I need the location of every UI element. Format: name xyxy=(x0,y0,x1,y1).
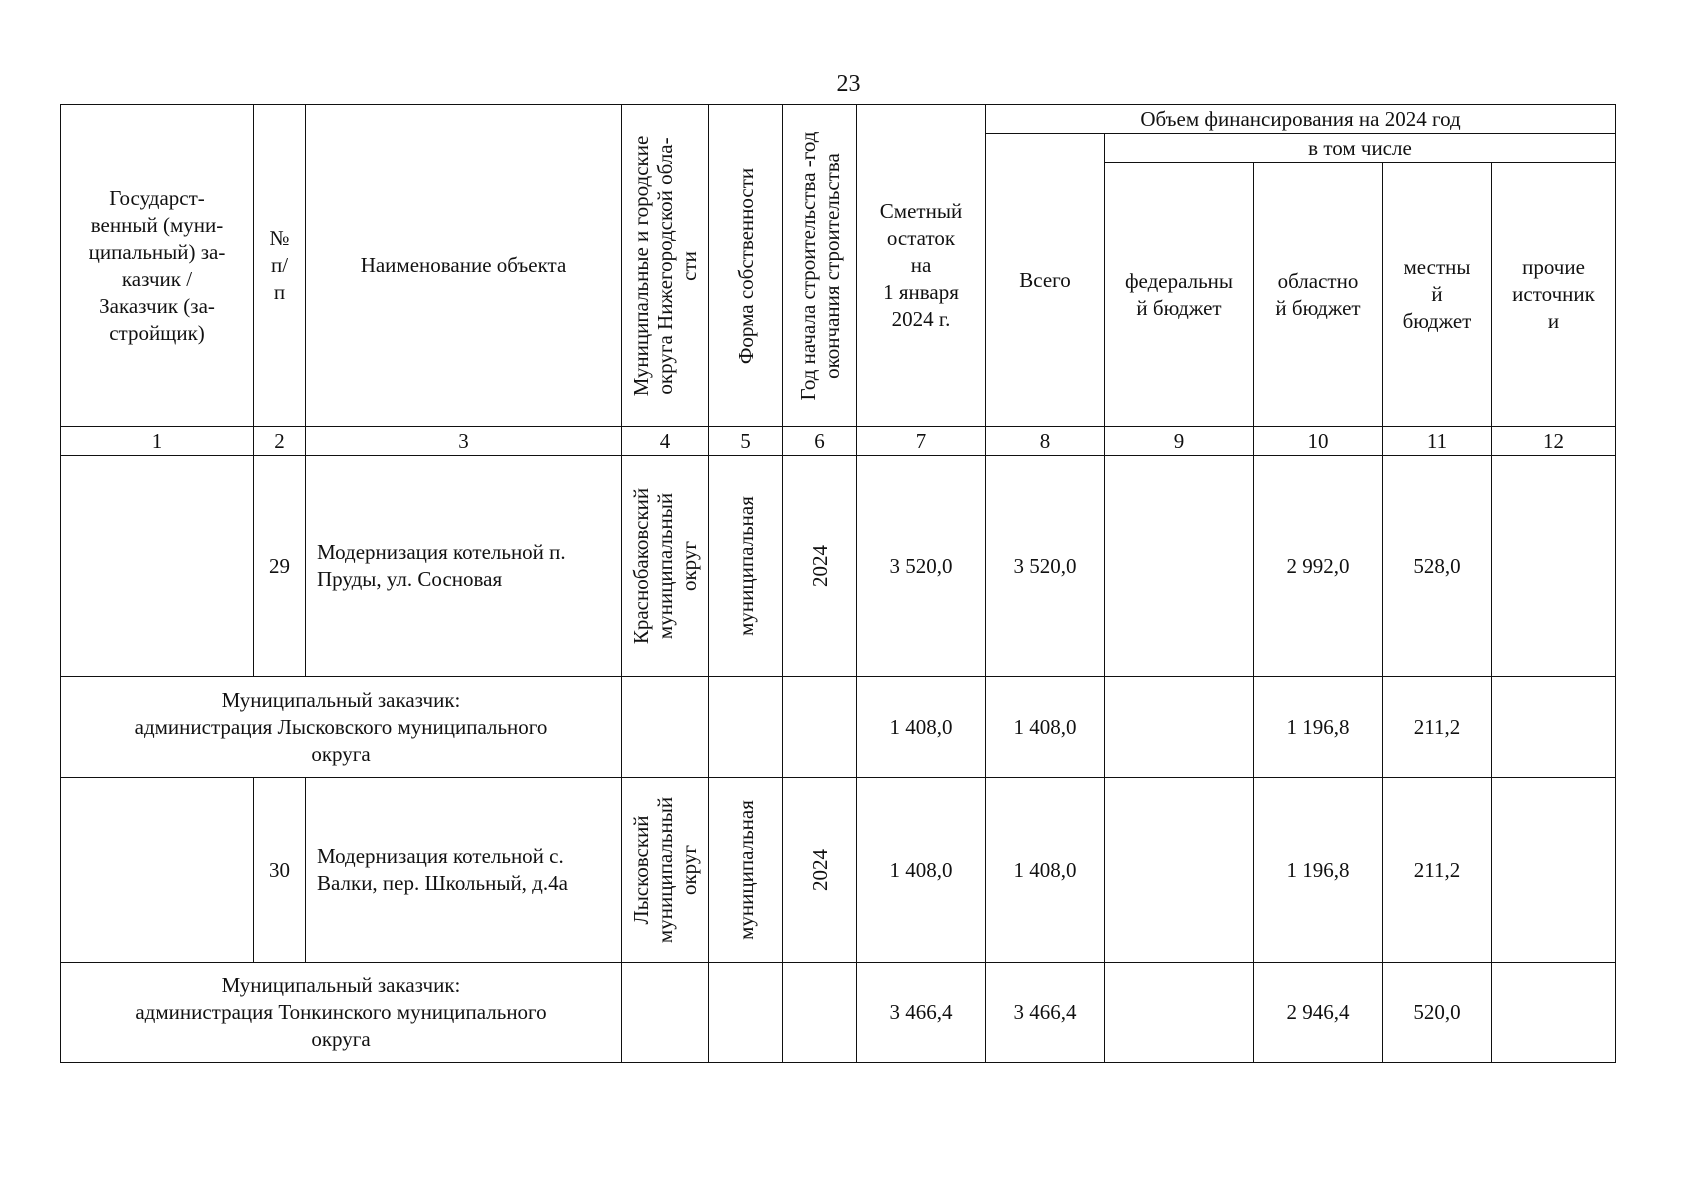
header-district: Муниципальные и городские округа Нижегородской обла- сти xyxy=(622,105,709,427)
total-cell: 3 466,4 xyxy=(986,963,1105,1063)
column-number: 12 xyxy=(1492,427,1616,456)
customer-cell xyxy=(61,456,254,677)
column-number: 9 xyxy=(1105,427,1254,456)
header-funding-title: Объем финансирования на 2024 год xyxy=(986,105,1616,134)
page-number: 23 xyxy=(836,71,861,97)
header-estimate: Сметный остаток на 1 января 2024 г. xyxy=(857,105,986,427)
financing-table xyxy=(60,104,1616,1063)
ownership-cell: муниципальная xyxy=(709,778,783,963)
header-regional: областно й бюджет xyxy=(1254,163,1383,427)
column-number: 1 xyxy=(61,427,254,456)
customer-row xyxy=(61,963,1616,1063)
row-number: 29 xyxy=(254,456,306,677)
header-object-name: Наименование объекта xyxy=(306,105,622,427)
table-row xyxy=(61,456,1616,677)
year-cell: 2024 xyxy=(783,778,857,963)
column-number: 5 xyxy=(709,427,783,456)
federal-cell xyxy=(1105,778,1254,963)
header-including: в том числе xyxy=(1105,134,1616,163)
ownership-cell xyxy=(709,963,783,1063)
row-number: 30 xyxy=(254,778,306,963)
column-number: 2 xyxy=(254,427,306,456)
year-cell xyxy=(783,677,857,778)
federal-cell xyxy=(1105,677,1254,778)
header-years: Год начала строительства -год окончания строительства xyxy=(783,105,857,427)
other-cell xyxy=(1492,778,1616,963)
ownership-cell xyxy=(709,677,783,778)
regional-cell: 2 946,4 xyxy=(1254,963,1383,1063)
header-customer: Государст- венный (муни- ципальный) за- казчик / Заказчик (за- стройщик) xyxy=(61,105,254,427)
estimate-cell: 3 466,4 xyxy=(857,963,986,1063)
table-row xyxy=(61,778,1616,963)
local-cell: 211,2 xyxy=(1383,677,1492,778)
federal-cell xyxy=(1105,963,1254,1063)
regional-cell: 1 196,8 xyxy=(1254,778,1383,963)
column-numbers-row xyxy=(61,427,1616,456)
header-total: Всего xyxy=(986,134,1105,427)
header-row-1 xyxy=(61,105,1616,134)
header-ownership: Форма собственности xyxy=(709,105,783,427)
column-number: 7 xyxy=(857,427,986,456)
estimate-cell: 1 408,0 xyxy=(857,677,986,778)
total-cell: 1 408,0 xyxy=(986,677,1105,778)
regional-cell: 2 992,0 xyxy=(1254,456,1383,677)
customer-row xyxy=(61,677,1616,778)
regional-cell: 1 196,8 xyxy=(1254,677,1383,778)
header-federal: федеральны й бюджет xyxy=(1105,163,1254,427)
other-cell xyxy=(1492,963,1616,1063)
customer-name: Муниципальный заказчик: администрация Лысковского муниципального округа xyxy=(61,677,622,778)
estimate-cell: 1 408,0 xyxy=(857,778,986,963)
ownership-cell: муниципальная xyxy=(709,456,783,677)
object-name: Модернизация котельной п. Пруды, ул. Сосновая xyxy=(306,456,622,677)
object-name: Модернизация котельной с. Валки, пер. Школьный, д.4а xyxy=(306,778,622,963)
district-cell xyxy=(622,677,709,778)
federal-cell xyxy=(1105,456,1254,677)
header-other: прочие источник и xyxy=(1492,163,1616,427)
customer-name: Муниципальный заказчик: администрация Тонкинского муниципального округа xyxy=(61,963,622,1063)
column-number: 11 xyxy=(1383,427,1492,456)
district-cell xyxy=(622,963,709,1063)
local-cell: 211,2 xyxy=(1383,778,1492,963)
customer-cell xyxy=(61,778,254,963)
column-number: 8 xyxy=(986,427,1105,456)
column-number: 3 xyxy=(306,427,622,456)
year-cell: 2024 xyxy=(783,456,857,677)
year-cell xyxy=(783,963,857,1063)
district-cell: Краснобаковский муниципальный округ xyxy=(622,456,709,677)
header-number: № п/ п xyxy=(254,105,306,427)
district-cell: Лысковский муниципальный округ xyxy=(622,778,709,963)
column-number: 4 xyxy=(622,427,709,456)
total-cell: 1 408,0 xyxy=(986,778,1105,963)
other-cell xyxy=(1492,456,1616,677)
local-cell: 528,0 xyxy=(1383,456,1492,677)
total-cell: 3 520,0 xyxy=(986,456,1105,677)
column-number: 6 xyxy=(783,427,857,456)
estimate-cell: 3 520,0 xyxy=(857,456,986,677)
header-local: местны й бюджет xyxy=(1383,163,1492,427)
column-number: 10 xyxy=(1254,427,1383,456)
local-cell: 520,0 xyxy=(1383,963,1492,1063)
other-cell xyxy=(1492,677,1616,778)
